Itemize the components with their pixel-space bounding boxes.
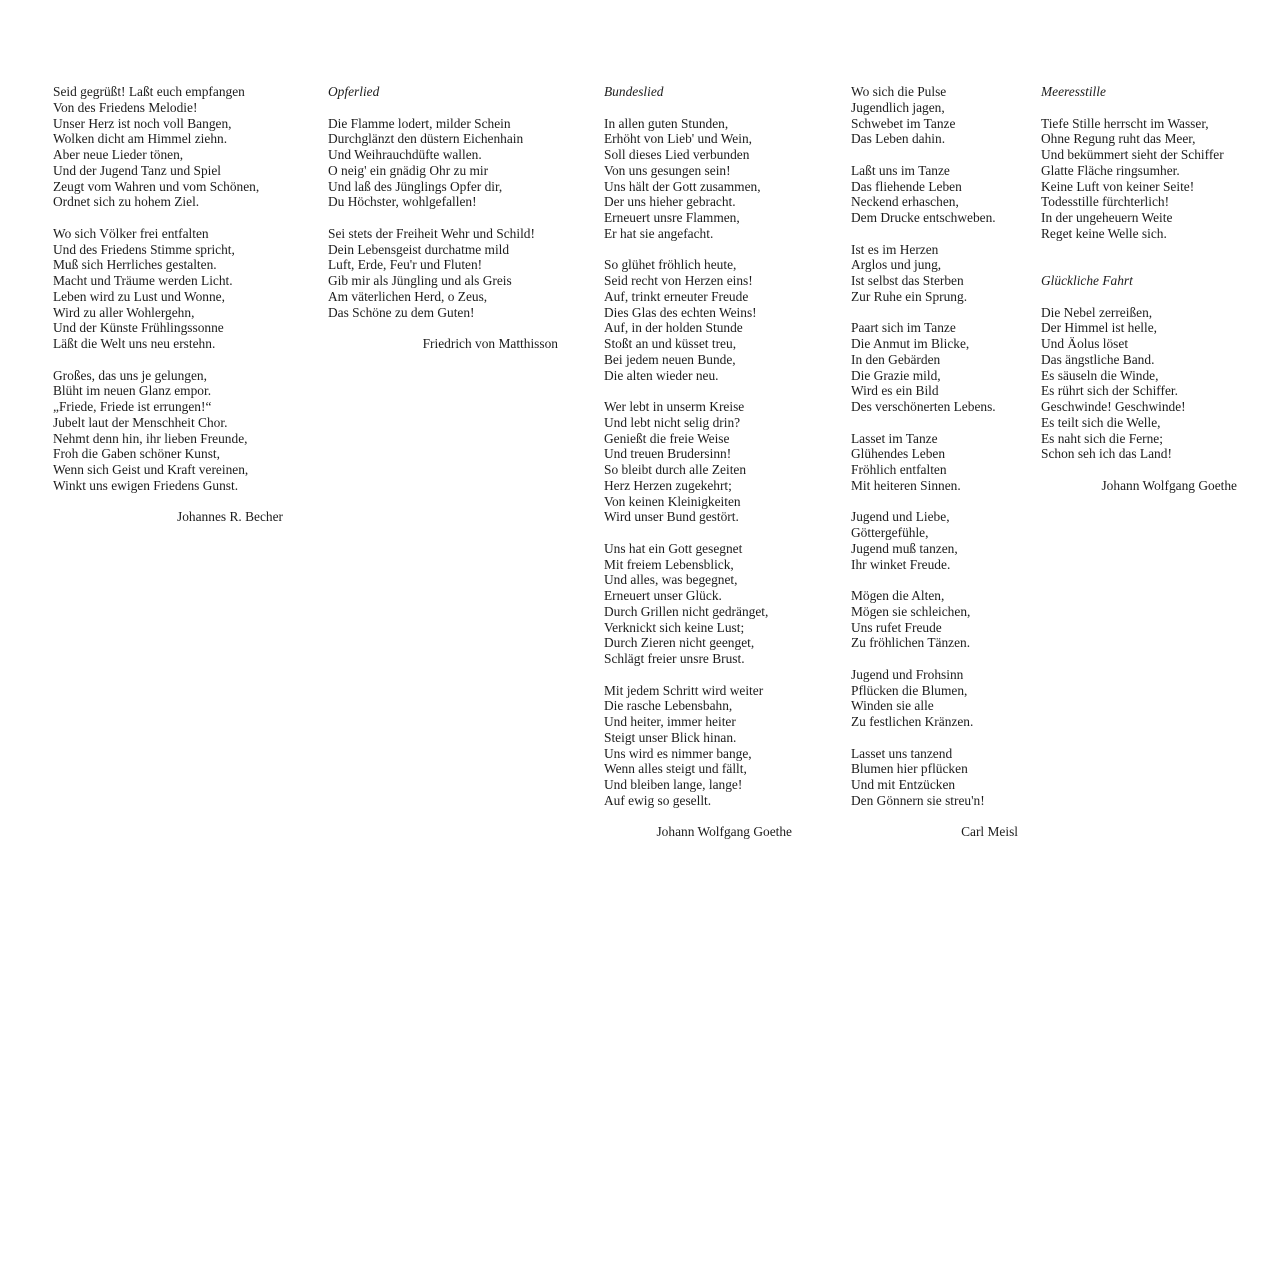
poem-title: Meeresstille bbox=[1041, 84, 1106, 99]
verse-line: Auf, in der holden Stunde bbox=[604, 320, 743, 336]
stanza bbox=[53, 226, 283, 352]
verse-line: Und treuen Brudersinn! bbox=[604, 446, 732, 462]
verse-line: Erhöht von Lieb' und Wein, bbox=[604, 131, 752, 147]
verse-line: Das ängstliche Band. bbox=[1041, 351, 1155, 367]
verse-line: Und Äolus löset bbox=[1041, 336, 1129, 351]
verse-line: Und laß des Jünglings Opfer dir, bbox=[328, 178, 503, 194]
poem-author: Johannes R. Becher bbox=[177, 509, 283, 525]
poem-title: Opferlied bbox=[328, 84, 380, 99]
verse-line: Und alles, was begegnet, bbox=[604, 572, 738, 588]
verse-line: Dein Lebensgeist durchatme mild bbox=[328, 241, 510, 257]
verse-line: Es rührt sich der Schiffer. bbox=[1041, 383, 1178, 399]
verse-line: Steigt unser Blick hinan. bbox=[604, 729, 737, 745]
verse-line: Verknickt sich keine Lust; bbox=[604, 619, 745, 635]
verse-line: Aber neue Lieder tönen, bbox=[53, 147, 184, 162]
verse-line: Uns hält der Gott zusammen, bbox=[604, 178, 761, 194]
verse-line: Schwebet im Tanze bbox=[851, 115, 956, 131]
verse-line: Seid gegrüßt! Laßt euch empfangen bbox=[53, 84, 245, 99]
verse-line: Uns wird es nimmer bange, bbox=[604, 745, 752, 761]
poem-author: Carl Meisl bbox=[961, 824, 1018, 840]
stanza bbox=[604, 116, 792, 242]
verse-line: Blumen hier pflücken bbox=[851, 761, 968, 777]
verse-line: Jubelt laut der Menschheit Chor. bbox=[53, 414, 228, 430]
verse-line: Ist selbst das Sterben bbox=[851, 273, 964, 288]
poem-author: Friedrich von Matthisson bbox=[422, 336, 558, 351]
verse-line: Lasset im Tanze bbox=[851, 430, 938, 446]
verse-line: Macht und Träume werden Licht. bbox=[53, 273, 233, 288]
verse-line: Das Schöne zu dem Guten! bbox=[328, 304, 475, 320]
verse-line: Zu festlichen Kränzen. bbox=[851, 714, 974, 729]
verse-line: Ordnet sich zu hohem Ziel. bbox=[53, 194, 200, 210]
verse-line: Es naht sich die Ferne; bbox=[1041, 430, 1163, 446]
poem bbox=[604, 84, 792, 840]
verse-line: Und der Künste Frühlingssonne bbox=[53, 320, 224, 336]
verse-line: Glatte Fläche ringsumher. bbox=[1041, 162, 1180, 178]
verse-line: Und der Jugend Tanz und Spiel bbox=[53, 162, 222, 178]
verse-line: Nehmt denn hin, ihr lieben Freunde, bbox=[53, 430, 248, 446]
verse-line: Wenn sich Geist und Kraft vereinen, bbox=[53, 462, 249, 477]
column-bundeslied bbox=[604, 84, 792, 840]
stanza bbox=[328, 226, 558, 321]
verse-line: Und des Friedens Stimme spricht, bbox=[53, 241, 235, 257]
column-becher bbox=[53, 84, 283, 525]
verse-line: Erneuert unser Glück. bbox=[604, 588, 722, 603]
column-meisl bbox=[851, 84, 1018, 840]
verse-line: Wolken dicht am Himmel ziehn. bbox=[53, 131, 228, 147]
stanza bbox=[851, 667, 1018, 730]
verse-line: Sei stets der Freiheit Wehr und Schild! bbox=[328, 225, 535, 241]
verse-line: Mögen die Alten, bbox=[851, 588, 945, 603]
verse-line: Und bleiben lange, lange! bbox=[604, 777, 743, 792]
verse-line: Dem Drucke entschweben. bbox=[851, 210, 996, 225]
verse-line: Leben wird zu Lust und Wonne, bbox=[53, 288, 225, 304]
verse-line: Gib mir als Jüngling und als Greis bbox=[328, 273, 512, 288]
poem bbox=[53, 84, 283, 525]
verse-line: Zu fröhlichen Tänzen. bbox=[851, 635, 971, 651]
verse-line: Großes, das uns je gelungen, bbox=[53, 367, 207, 383]
verse-line: Von des Friedens Melodie! bbox=[53, 99, 198, 115]
poem bbox=[851, 84, 1018, 840]
verse-line: Ohne Regung ruht das Meer, bbox=[1041, 131, 1196, 147]
verse-line: Jugend muß tanzen, bbox=[851, 540, 958, 556]
verse-line: Mögen sie schleichen, bbox=[851, 603, 971, 619]
verse-line: Jugendlich jagen, bbox=[851, 99, 945, 115]
verse-line: Die Flamme lodert, milder Schein bbox=[328, 115, 511, 131]
verse-line: In allen guten Stunden, bbox=[604, 115, 729, 131]
verse-line: Die Anmut im Blicke, bbox=[851, 336, 970, 351]
verse-line: Durchglänzt den düstern Eichenhain bbox=[328, 131, 524, 147]
verse-line: Es teilt sich die Welle, bbox=[1041, 414, 1161, 430]
poem-title: Bundeslied bbox=[604, 84, 664, 99]
verse-line: Winkt uns ewigen Friedens Gunst. bbox=[53, 477, 239, 493]
stanza bbox=[851, 431, 1018, 494]
verse-line: Läßt die Welt uns neu erstehn. bbox=[53, 336, 216, 351]
verse-line: Du Höchster, wohlgefallen! bbox=[328, 194, 477, 210]
poem-gap bbox=[1041, 257, 1237, 273]
verse-line: Die alten wieder neu. bbox=[604, 367, 719, 383]
verse-line: Von keinen Kleinigkeiten bbox=[604, 493, 741, 509]
verse-line: Das fliehende Leben bbox=[851, 178, 962, 194]
verse-line: Den Gönnern sie streu'n! bbox=[851, 792, 985, 808]
poem bbox=[328, 84, 558, 352]
verse-line: Jugend und Liebe, bbox=[851, 509, 950, 525]
verse-line: Arglos und jung, bbox=[851, 257, 942, 273]
verse-line: Bei jedem neuen Bunde, bbox=[604, 351, 736, 367]
verse-line: Ihr winket Freude. bbox=[851, 556, 951, 572]
verse-line: So bleibt durch alle Zeiten bbox=[604, 462, 747, 477]
stanza bbox=[851, 320, 1018, 415]
stanza bbox=[851, 242, 1018, 305]
verse-line: Seid recht von Herzen eins! bbox=[604, 273, 753, 288]
verse-line: Und Weihrauchdüfte wallen. bbox=[328, 147, 482, 162]
verse-line: Der Himmel ist helle, bbox=[1041, 320, 1158, 336]
verse-line: Uns hat ein Gott gesegnet bbox=[604, 540, 743, 556]
verse-line: Der uns hieher gebracht. bbox=[604, 194, 736, 210]
verse-line: Lasset uns tanzend bbox=[851, 745, 953, 761]
poem-author: Johann Wolfgang Goethe bbox=[1101, 477, 1237, 493]
verse-line: Wenn alles steigt und fällt, bbox=[604, 761, 747, 777]
verse-line: „Friede, Friede ist errungen!“ bbox=[53, 399, 212, 414]
verse-line: Mit freiem Lebensblick, bbox=[604, 556, 734, 572]
poem bbox=[1041, 273, 1237, 494]
stanza bbox=[604, 399, 792, 525]
verse-line: Neckend erhaschen, bbox=[851, 194, 959, 210]
column-opferlied bbox=[328, 84, 558, 352]
stanza bbox=[53, 368, 283, 494]
verse-line: Und mit Entzücken bbox=[851, 777, 956, 792]
verse-line: Zur Ruhe ein Sprung. bbox=[851, 288, 968, 304]
verse-line: Muß sich Herrliches gestalten. bbox=[53, 257, 217, 273]
stanza bbox=[851, 509, 1018, 572]
verse-line: Es säuseln die Winde, bbox=[1041, 367, 1159, 383]
verse-line: Zeugt vom Wahren und vom Schönen, bbox=[53, 178, 260, 194]
verse-line: Laßt uns im Tanze bbox=[851, 162, 950, 178]
verse-line: Froh die Gaben schöner Kunst, bbox=[53, 446, 220, 462]
stanza bbox=[1041, 116, 1237, 242]
stanza bbox=[328, 116, 558, 211]
verse-line: Schon seh ich das Land! bbox=[1041, 446, 1172, 462]
verse-line: Das Leben dahin. bbox=[851, 131, 946, 147]
stanza bbox=[851, 84, 1018, 147]
verse-line: Wird unser Bund gestört. bbox=[604, 509, 739, 525]
verse-line: Von uns gesungen sein! bbox=[604, 162, 731, 178]
stanza bbox=[604, 541, 792, 667]
verse-line: Er hat sie angefacht. bbox=[604, 225, 714, 241]
stanza bbox=[851, 746, 1018, 809]
verse-line: O neig' ein gnädig Ohr zu mir bbox=[328, 162, 489, 178]
verse-line: Schlägt freier unsre Brust. bbox=[604, 651, 745, 666]
verse-line: Und lebt nicht selig drin? bbox=[604, 414, 741, 430]
verse-line: Mit heiteren Sinnen. bbox=[851, 477, 961, 493]
poem-author: Johann Wolfgang Goethe bbox=[656, 824, 792, 840]
verse-line: Ist es im Herzen bbox=[851, 241, 939, 257]
verse-line: Glühendes Leben bbox=[851, 446, 946, 462]
verse-line: In den Gebärden bbox=[851, 351, 941, 367]
verse-line: Keine Luft von keiner Seite! bbox=[1041, 178, 1195, 194]
stanza bbox=[851, 588, 1018, 651]
verse-line: Mit jedem Schritt wird weiter bbox=[604, 682, 764, 698]
verse-line: Uns rufet Freude bbox=[851, 619, 942, 635]
poem bbox=[1041, 84, 1237, 242]
verse-line: Auf ewig so gesellt. bbox=[604, 792, 712, 808]
verse-line: So glühet fröhlich heute, bbox=[604, 257, 737, 273]
stanza bbox=[851, 163, 1018, 226]
verse-line: Am väterlichen Herd, o Zeus, bbox=[328, 288, 488, 304]
verse-line: Jugend und Frohsinn bbox=[851, 666, 964, 682]
verse-line: Todesstille fürchterlich! bbox=[1041, 194, 1170, 210]
verse-line: Fröhlich entfalten bbox=[851, 462, 947, 477]
verse-line: Wo sich die Pulse bbox=[851, 84, 947, 99]
verse-line: Durch Zieren nicht geenget, bbox=[604, 635, 755, 651]
column-meeresstille-glueckliche-fahrt bbox=[1041, 84, 1237, 494]
verse-line: Des verschönerten Lebens. bbox=[851, 399, 996, 414]
verse-line: Unser Herz ist noch voll Bangen, bbox=[53, 115, 232, 131]
verse-line: Paart sich im Tanze bbox=[851, 320, 956, 336]
verse-line: In der ungeheuern Weite bbox=[1041, 210, 1173, 225]
verse-line: Stoßt an und küsset treu, bbox=[604, 336, 737, 351]
verse-line: Erneuert unsre Flammen, bbox=[604, 210, 740, 225]
verse-line: Und bekümmert sieht der Schiffer bbox=[1041, 147, 1224, 162]
verse-line: Dies Glas des echten Weins! bbox=[604, 304, 757, 320]
verse-line: Wer lebt in unserm Kreise bbox=[604, 399, 745, 414]
verse-line: Und heiter, immer heiter bbox=[604, 714, 736, 729]
verse-line: Auf, trinkt erneuter Freude bbox=[604, 288, 749, 304]
stanza bbox=[1041, 305, 1237, 463]
verse-line: Wo sich Völker frei entfalten bbox=[53, 225, 209, 241]
verse-line: Soll dieses Lied verbunden bbox=[604, 147, 750, 162]
verse-line: Pflücken die Blumen, bbox=[851, 682, 968, 698]
verse-line: Luft, Erde, Feu'r und Fluten! bbox=[328, 257, 483, 273]
verse-line: Herz Herzen zugekehrt; bbox=[604, 477, 732, 493]
verse-line: Die Nebel zerreißen, bbox=[1041, 304, 1153, 320]
stanza bbox=[604, 683, 792, 809]
verse-line: Reget keine Welle sich. bbox=[1041, 225, 1167, 241]
verse-line: Wird es ein Bild bbox=[851, 383, 939, 399]
poem-title: Glückliche Fahrt bbox=[1041, 273, 1133, 288]
verse-line: Winden sie alle bbox=[851, 698, 934, 714]
verse-line: Durch Grillen nicht gedränget, bbox=[604, 603, 769, 619]
verse-line: Wird zu aller Wohlergehn, bbox=[53, 304, 195, 320]
verse-line: Geschwinde! Geschwinde! bbox=[1041, 399, 1186, 414]
verse-line: Die rasche Lebensbahn, bbox=[604, 698, 733, 714]
verse-line: Genießt die freie Weise bbox=[604, 430, 730, 446]
stanza bbox=[53, 84, 283, 210]
verse-line: Blüht im neuen Glanz empor. bbox=[53, 383, 212, 399]
verse-line: Die Grazie mild, bbox=[851, 367, 941, 383]
verse-line: Göttergefühle, bbox=[851, 525, 929, 540]
stanza bbox=[604, 257, 792, 383]
verse-line: Tiefe Stille herrscht im Wasser, bbox=[1041, 115, 1209, 131]
